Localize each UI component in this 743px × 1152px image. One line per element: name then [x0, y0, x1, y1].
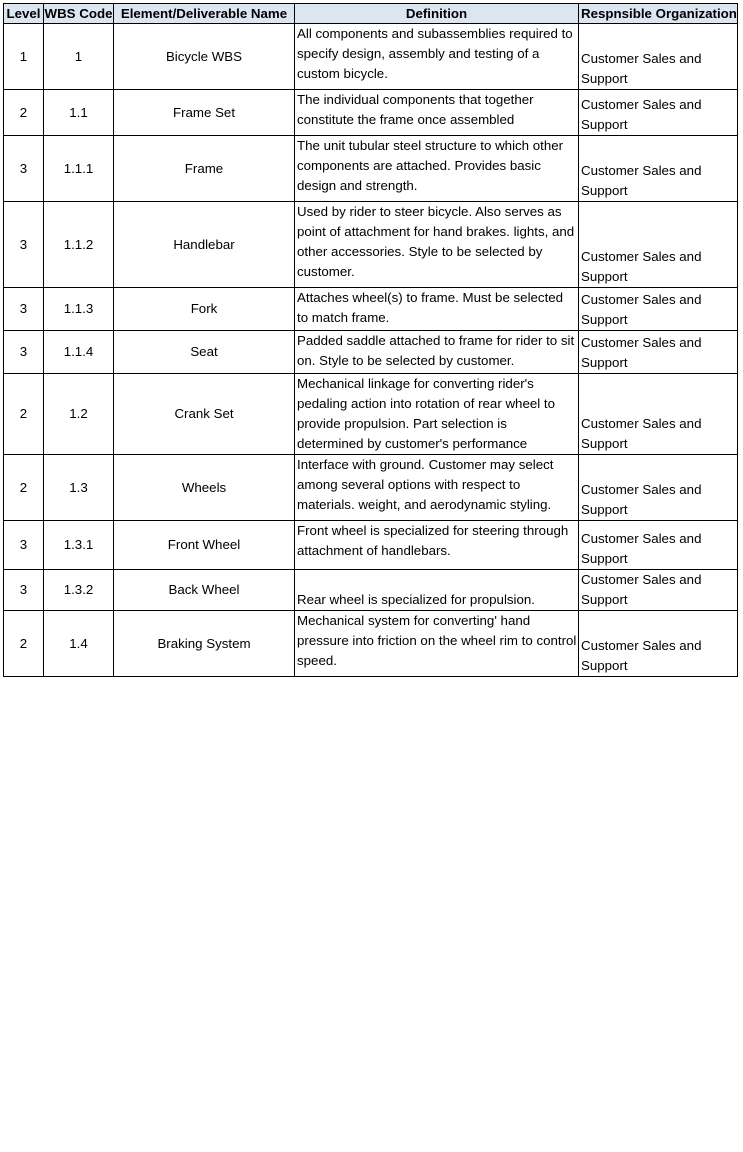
responsible-org-cell[interactable]: Customer Sales and Support — [579, 331, 738, 374]
responsible-org-cell[interactable]: Customer Sales and Support — [579, 521, 738, 570]
responsible-org-cell[interactable]: Customer Sales and Support — [579, 611, 738, 677]
level-cell[interactable]: 2 — [4, 374, 44, 455]
header-level[interactable]: Level — [4, 4, 44, 24]
level-cell[interactable]: 3 — [4, 331, 44, 374]
element-name-cell[interactable]: Frame — [114, 136, 295, 202]
responsible-org-cell[interactable]: Customer Sales and Support — [579, 570, 738, 611]
level-cell[interactable]: 2 — [4, 455, 44, 521]
level-cell[interactable]: 3 — [4, 136, 44, 202]
header-responsible-org[interactable]: Respnsible Organization — [579, 4, 738, 24]
element-name-cell[interactable]: Crank Set — [114, 374, 295, 455]
definition-cell[interactable]: Mechanical system for converting' hand pressure into friction on the wheel rim to control speed. — [295, 611, 579, 677]
responsible-org-cell[interactable]: Customer Sales and Support — [579, 202, 738, 288]
table-row[interactable] — [4, 90, 738, 136]
definition-cell[interactable]: The unit tubular steel structure to which other components are attached. Provides basic design and strength. — [295, 136, 579, 202]
level-cell[interactable]: 3 — [4, 521, 44, 570]
wbs-code-cell[interactable]: 1.2 — [44, 374, 114, 455]
table-row[interactable] — [4, 374, 738, 455]
header-definition[interactable]: Definition — [295, 4, 579, 24]
responsible-org-cell[interactable]: Customer Sales and Support — [579, 455, 738, 521]
definition-cell[interactable]: Interface with ground. Customer may select among several options with respect to materials. weight, and aerodynamic styling. — [295, 455, 579, 521]
table-row[interactable] — [4, 24, 738, 90]
level-cell[interactable]: 2 — [4, 611, 44, 677]
table-row[interactable] — [4, 288, 738, 331]
header-wbs-code[interactable]: WBS Code — [44, 4, 114, 24]
element-name-cell[interactable]: Seat — [114, 331, 295, 374]
definition-cell[interactable]: Mechanical linkage for converting rider's pedaling action into rotation of rear wheel to provide propulsion. Part selection is determined by customer's performance — [295, 374, 579, 455]
element-name-cell[interactable]: Front Wheel — [114, 521, 295, 570]
table-row[interactable] — [4, 455, 738, 521]
responsible-org-cell[interactable]: Customer Sales and Support — [579, 374, 738, 455]
level-cell[interactable]: 3 — [4, 288, 44, 331]
element-name-cell[interactable]: Handlebar — [114, 202, 295, 288]
element-name-cell[interactable]: Braking System — [114, 611, 295, 677]
element-name-cell[interactable]: Frame Set — [114, 90, 295, 136]
header-row — [4, 4, 738, 24]
level-cell[interactable]: 3 — [4, 570, 44, 611]
table-row[interactable] — [4, 202, 738, 288]
definition-cell[interactable]: Rear wheel is specialized for propulsion. — [295, 570, 579, 611]
wbs-code-cell[interactable]: 1.1.3 — [44, 288, 114, 331]
table-row[interactable] — [4, 611, 738, 677]
definition-cell[interactable]: The individual components that together constitute the frame once assembled — [295, 90, 579, 136]
wbs-code-cell[interactable]: 1 — [44, 24, 114, 90]
element-name-cell[interactable]: Back Wheel — [114, 570, 295, 611]
definition-cell[interactable]: Front wheel is specialized for steering through attachment of handlebars. — [295, 521, 579, 570]
wbs-code-cell[interactable]: 1.3.2 — [44, 570, 114, 611]
responsible-org-cell[interactable]: Customer Sales and Support — [579, 90, 738, 136]
wbs-code-cell[interactable]: 1.4 — [44, 611, 114, 677]
level-cell[interactable]: 2 — [4, 90, 44, 136]
table-row[interactable] — [4, 521, 738, 570]
element-name-cell[interactable]: Bicycle WBS — [114, 24, 295, 90]
table-row[interactable] — [4, 136, 738, 202]
level-cell[interactable]: 1 — [4, 24, 44, 90]
wbs-code-cell[interactable]: 1.1.4 — [44, 331, 114, 374]
responsible-org-cell[interactable]: Customer Sales and Support — [579, 24, 738, 90]
header-element-name[interactable]: Element/Deliverable Name — [114, 4, 295, 24]
wbs-code-cell[interactable]: 1.1.1 — [44, 136, 114, 202]
level-cell[interactable]: 3 — [4, 202, 44, 288]
wbs-code-cell[interactable]: 1.3.1 — [44, 521, 114, 570]
wbs-table — [3, 3, 738, 677]
table-row[interactable] — [4, 570, 738, 611]
wbs-code-cell[interactable]: 1.1 — [44, 90, 114, 136]
responsible-org-cell[interactable]: Customer Sales and Support — [579, 288, 738, 331]
table-row[interactable] — [4, 331, 738, 374]
definition-cell[interactable]: All components and subassemblies required to specify design, assembly and testing of a custom bicycle. — [295, 24, 579, 90]
wbs-code-cell[interactable]: 1.3 — [44, 455, 114, 521]
definition-cell[interactable]: Padded saddle attached to frame for rider to sit on. Style to be selected by customer. — [295, 331, 579, 374]
element-name-cell[interactable]: Wheels — [114, 455, 295, 521]
wbs-code-cell[interactable]: 1.1.2 — [44, 202, 114, 288]
element-name-cell[interactable]: Fork — [114, 288, 295, 331]
definition-cell[interactable]: Used by rider to steer bicycle. Also serves as point of attachment for hand brakes. lights, and other accessories. Style to be selected by customer. — [295, 202, 579, 288]
definition-cell[interactable]: Attaches wheel(s) to frame. Must be selected to match frame. — [295, 288, 579, 331]
responsible-org-cell[interactable]: Customer Sales and Support — [579, 136, 738, 202]
